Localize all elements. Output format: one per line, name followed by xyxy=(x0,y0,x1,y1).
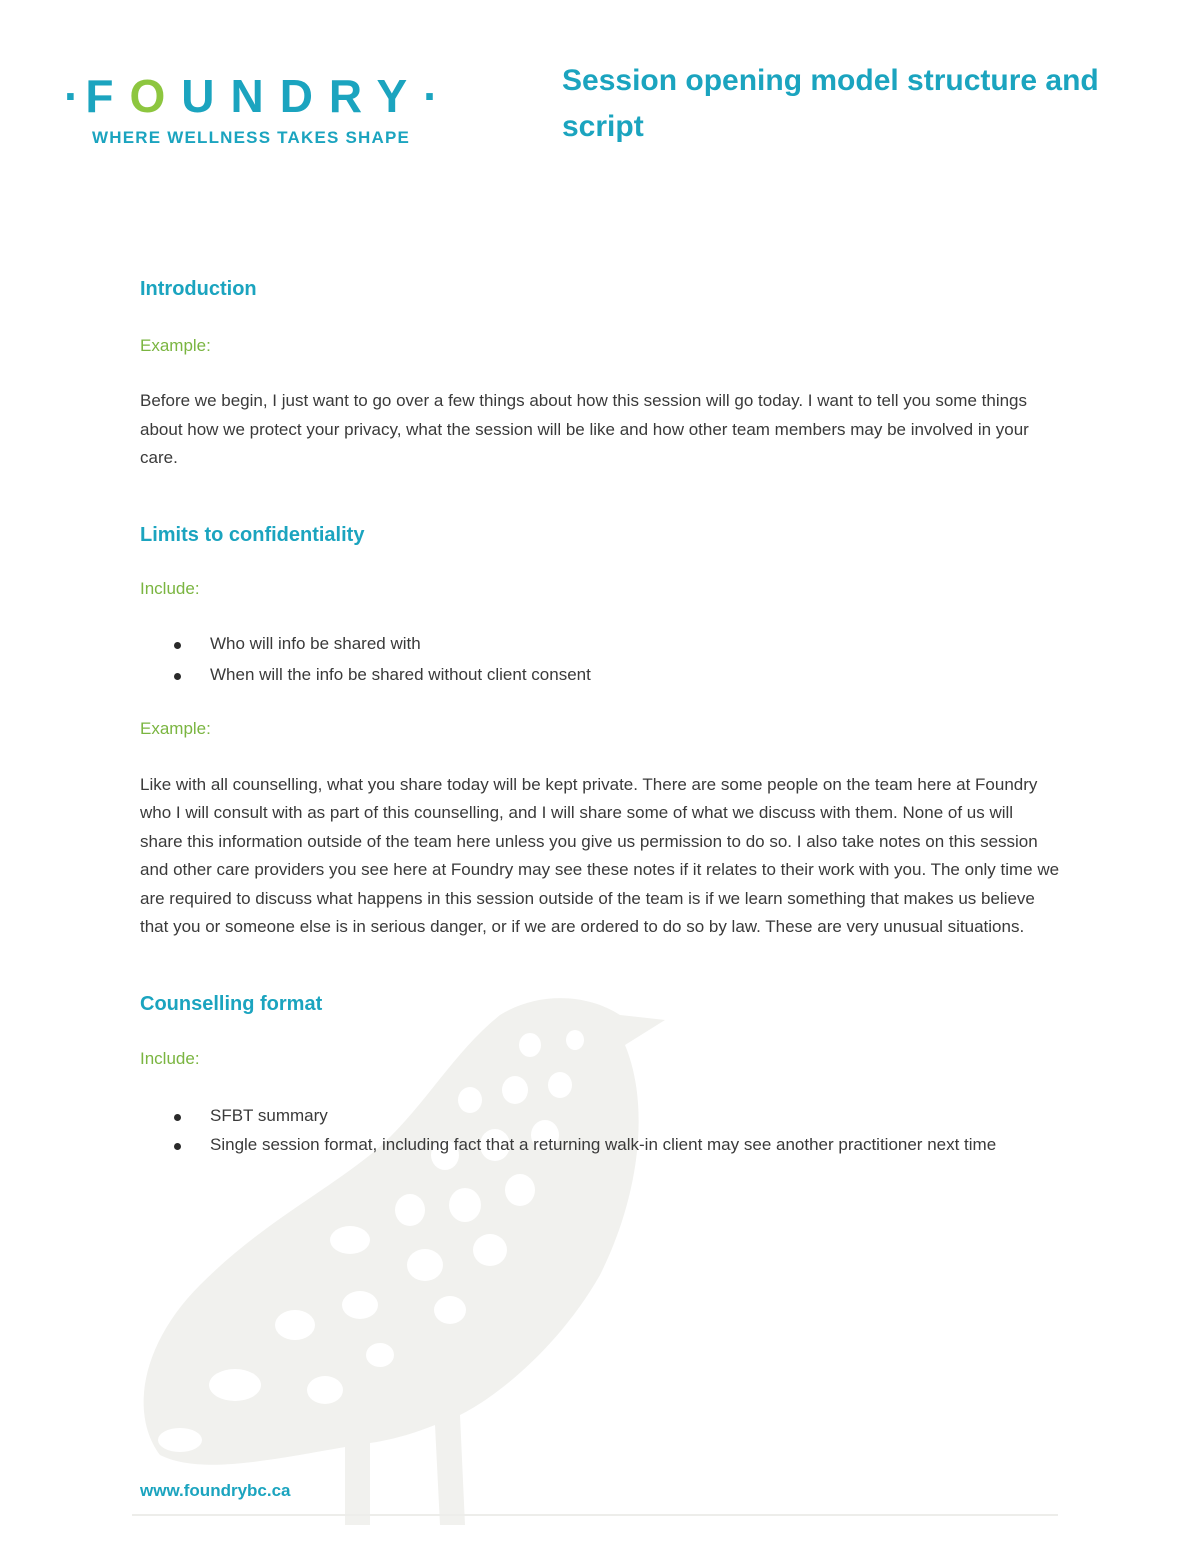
list-item-text: When will the info be shared without client consent xyxy=(210,665,591,684)
include-list xyxy=(140,1102,1060,1160)
foundry-logo xyxy=(64,70,444,148)
example-label: Example: xyxy=(140,336,211,355)
example-label: Example: xyxy=(140,718,211,738)
example-text: Like with all counselling, what you share today will be kept private. There are some people on the team here at Foundry who I will consult with as part of this counselling, and I will share some of what we discuss with them. None of us will share this information outside of the team here unless you give us permission to do so. I also take notes on this session and other care providers you see here at Foundry may see these notes if it relates to their work with you. The only time we are required to discuss what happens in this session outside of the team is if we learn something that makes us believe that you or someone else is in serious danger, or if we are ordered to do so by law. These are very unusual situations. xyxy=(140,774,1060,936)
section-heading: Introduction xyxy=(140,278,257,300)
bullet-icon xyxy=(174,1143,181,1150)
footer-website-link[interactable]: www.foundrybc.ca xyxy=(140,1481,291,1500)
logo-wordmark: ·FOUNDRY· xyxy=(64,70,445,122)
document-body xyxy=(140,274,1060,1160)
section-heading: Limits to confidentiality xyxy=(140,523,365,546)
bullet-icon xyxy=(174,1114,181,1121)
include-label: Include: xyxy=(140,1048,200,1068)
footer-divider xyxy=(132,1514,1058,1516)
list-item-text: Who will info be shared with xyxy=(210,633,421,653)
bullet-icon xyxy=(174,642,181,649)
section-heading: Counselling format xyxy=(140,992,323,1015)
list-item-text: SFBT summary xyxy=(210,1105,328,1125)
logo-word: FOUNDRY xyxy=(85,70,424,122)
section-counselling-format xyxy=(140,989,1060,1160)
include-label: Include: xyxy=(140,578,200,598)
example-text: Before we begin, I just want to go over a few things about how this session will go today. I want to tell you some things about how we protect your privacy, what the session will be like and how other team members may be involved in your care. xyxy=(140,391,1029,467)
include-list xyxy=(140,630,1060,690)
list-item xyxy=(140,661,1060,690)
document-title: Session opening model structure and script xyxy=(562,64,1099,143)
logo-tagline: WHERE WELLNESS TAKES SHAPE xyxy=(92,128,411,147)
section-confidentiality xyxy=(140,520,1060,942)
bullet-icon xyxy=(174,673,181,680)
section-introduction xyxy=(140,274,1060,473)
list-item xyxy=(140,630,1060,659)
list-item xyxy=(140,1131,1060,1160)
list-item-text: Single session format, including fact that a returning walk-in client may see another practitioner next time xyxy=(210,1135,997,1154)
list-item xyxy=(140,1102,1060,1131)
